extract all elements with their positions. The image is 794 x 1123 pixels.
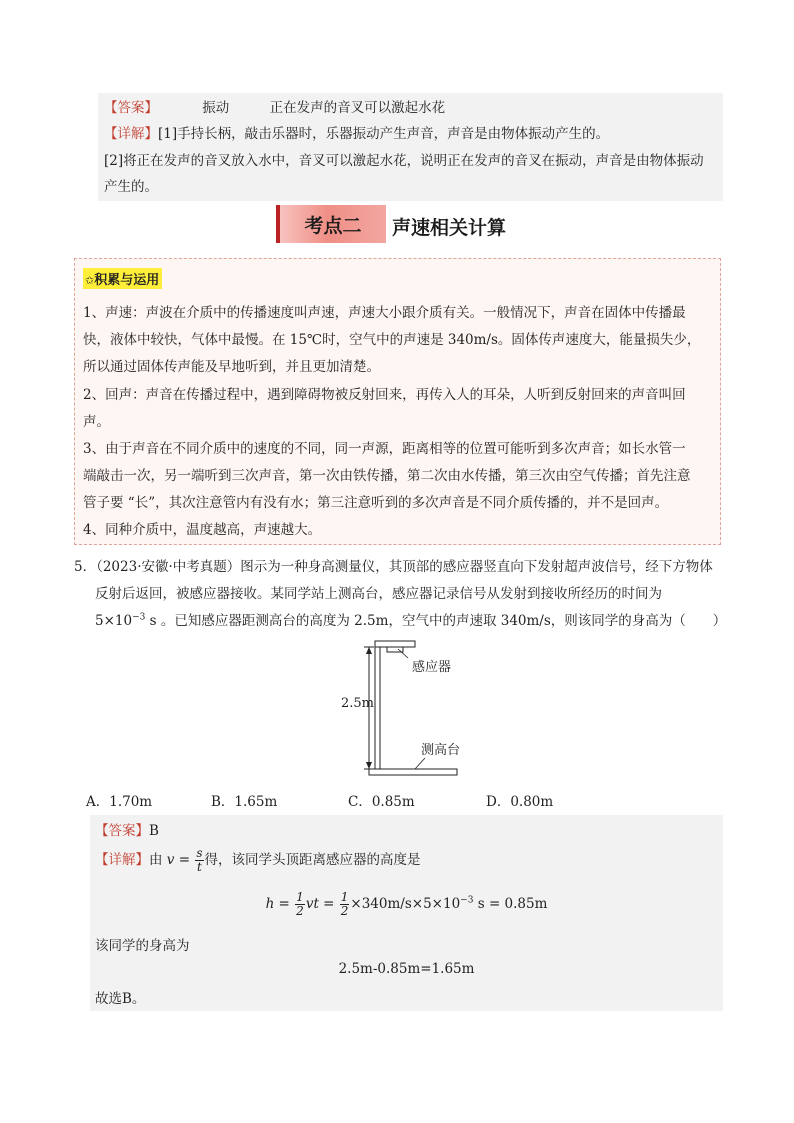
height-label: 2.5m: [341, 696, 375, 711]
detail-line-1: [104, 122, 609, 142]
knowledge-line: 3、由于声音在不同介质中的速度的不同，同一声源，距离相等的位置可能听到多次声音；如长水管一: [83, 441, 686, 457]
height-formula: [90, 891, 723, 918]
solution-detail-post: 得，该同学头顶距离感应器的高度是: [204, 852, 421, 868]
solution-detail-pre: 由: [149, 852, 163, 868]
solution-answer-line: [95, 819, 159, 839]
h-calc-exp: −3: [460, 895, 474, 906]
knowledge-line: 所以通过固体传声能及早地听到，并且更加清楚。: [83, 359, 380, 375]
option-a: A．1.70m: [86, 794, 153, 810]
solution-answer-label: 【答案】: [95, 823, 149, 839]
answer-value-2: 正在发声的音叉可以激起水花: [269, 100, 446, 116]
height-result-line: 2.5m-0.85m=1.65m: [338, 961, 475, 977]
meter-top-arm: [375, 641, 415, 647]
vt-term: vt =: [305, 896, 335, 912]
h-symbol: h =: [265, 896, 290, 912]
knowledge-line: 管子要 “长”，其次注意管内有没有水；第三注意听到的多次声音是不同介质传播的，并不是回声。: [83, 495, 669, 511]
section-heading: [276, 205, 538, 243]
option-b: B．1.65m: [211, 794, 278, 810]
fraction-denominator: 2: [340, 904, 349, 918]
detail-line-3: 产生的。: [104, 179, 158, 195]
question-line-3: [95, 609, 726, 629]
sensor-label: 感应器: [412, 660, 452, 675]
solution-answer-value: B: [149, 823, 159, 839]
question-line-1: 5．（2023·安徽·中考真题）图示为一种身高测量仪，其顶部的感应器竖直向下发射超声波信号，经下方物体: [74, 559, 713, 575]
detail-label: 【详解】: [104, 126, 158, 142]
detail-line-2: [2]将正在发声的音叉放入水中，音叉可以激起水花，说明正在发声的音叉在振动，声音是由物体振动: [104, 153, 704, 169]
fraction-denominator: 2: [296, 904, 304, 918]
question-line-3-rest: s 。已知感应器距测高台的高度为 2.5m，空气中的声速取 340m/s，则该同学的身高为（ ）: [145, 613, 727, 629]
knowledge-badge-label: 积累与运用: [94, 273, 160, 288]
section-badge: 考点二: [276, 205, 386, 243]
platform-label: 测高台: [421, 743, 461, 758]
star-icon: ✩: [85, 274, 95, 287]
measuring-platform: [369, 769, 457, 775]
velocity-symbol: v =: [166, 852, 191, 868]
arrow-down-icon: [366, 762, 372, 769]
height-intro-line: 该同学的身高为: [95, 938, 190, 954]
previous-answer-panel: [98, 93, 723, 201]
answer-label: 【答案】: [104, 100, 158, 116]
knowledge-line: 2、回声：声音在传播过程中，遇到障碍物被反射回来，再传入人的耳朵，人听到反射回来的声音叫回: [83, 387, 686, 403]
arrow-up-icon: [366, 647, 372, 654]
solution-panel: [90, 815, 723, 1011]
detail-text-1: [1]手持长柄，敲击乐器时，乐器振动产生声音，声音是由物体振动产生的。: [158, 126, 610, 142]
time-exponent: −3: [132, 612, 146, 623]
fraction-numerator: 1: [296, 890, 304, 904]
h-calc-post: s = 0.85m: [473, 896, 548, 912]
conclusion-line: 故选B。: [95, 991, 146, 1007]
fraction-numerator: 1: [340, 890, 349, 904]
h-calc-pre: ×340m/s×5×10: [350, 896, 461, 912]
fraction-numerator: s: [196, 846, 203, 860]
velocity-fraction: [195, 847, 203, 874]
knowledge-line: 快，液体中较快，气体中最慢。在 15℃时，空气中的声速是 340m/s。固体传声速度大，能量损失少，: [83, 332, 701, 348]
answer-line: [104, 96, 445, 116]
knowledge-panel: [74, 258, 721, 545]
question-line-2: 反射后返回，被感应器接收。某同学站上测高台，感应器记录信号从发射到接收所经历的时间为: [95, 586, 662, 602]
half-fraction: [295, 891, 305, 918]
half-fraction-2: [340, 891, 350, 918]
fraction-denominator: t: [197, 860, 202, 874]
solution-detail-line: [95, 847, 421, 874]
option-d: D．0.80m: [486, 794, 554, 810]
answer-value-1: 振动: [202, 100, 230, 116]
time-base: 5×10: [95, 613, 133, 629]
solution-detail-label: 【详解】: [95, 852, 149, 868]
knowledge-line: 1、声速：声波在介质中的传播速度叫声速，声速大小跟介质有关。一般情况下，声音在固体中传播最: [83, 305, 686, 321]
knowledge-badge: [83, 268, 162, 289]
knowledge-line: 声。: [83, 414, 110, 430]
knowledge-line: 4、同种介质中，温度越高，声速越大。: [83, 522, 322, 538]
option-c: C．0.85m: [348, 794, 415, 810]
meter-post: [375, 641, 380, 774]
section-title: 声速相关计算: [392, 217, 507, 239]
knowledge-line: 端敲击一次，另一端听到三次声音，第一次由铁传播，第二次由水传播，第三次由空气传播；首先注意: [83, 468, 691, 484]
